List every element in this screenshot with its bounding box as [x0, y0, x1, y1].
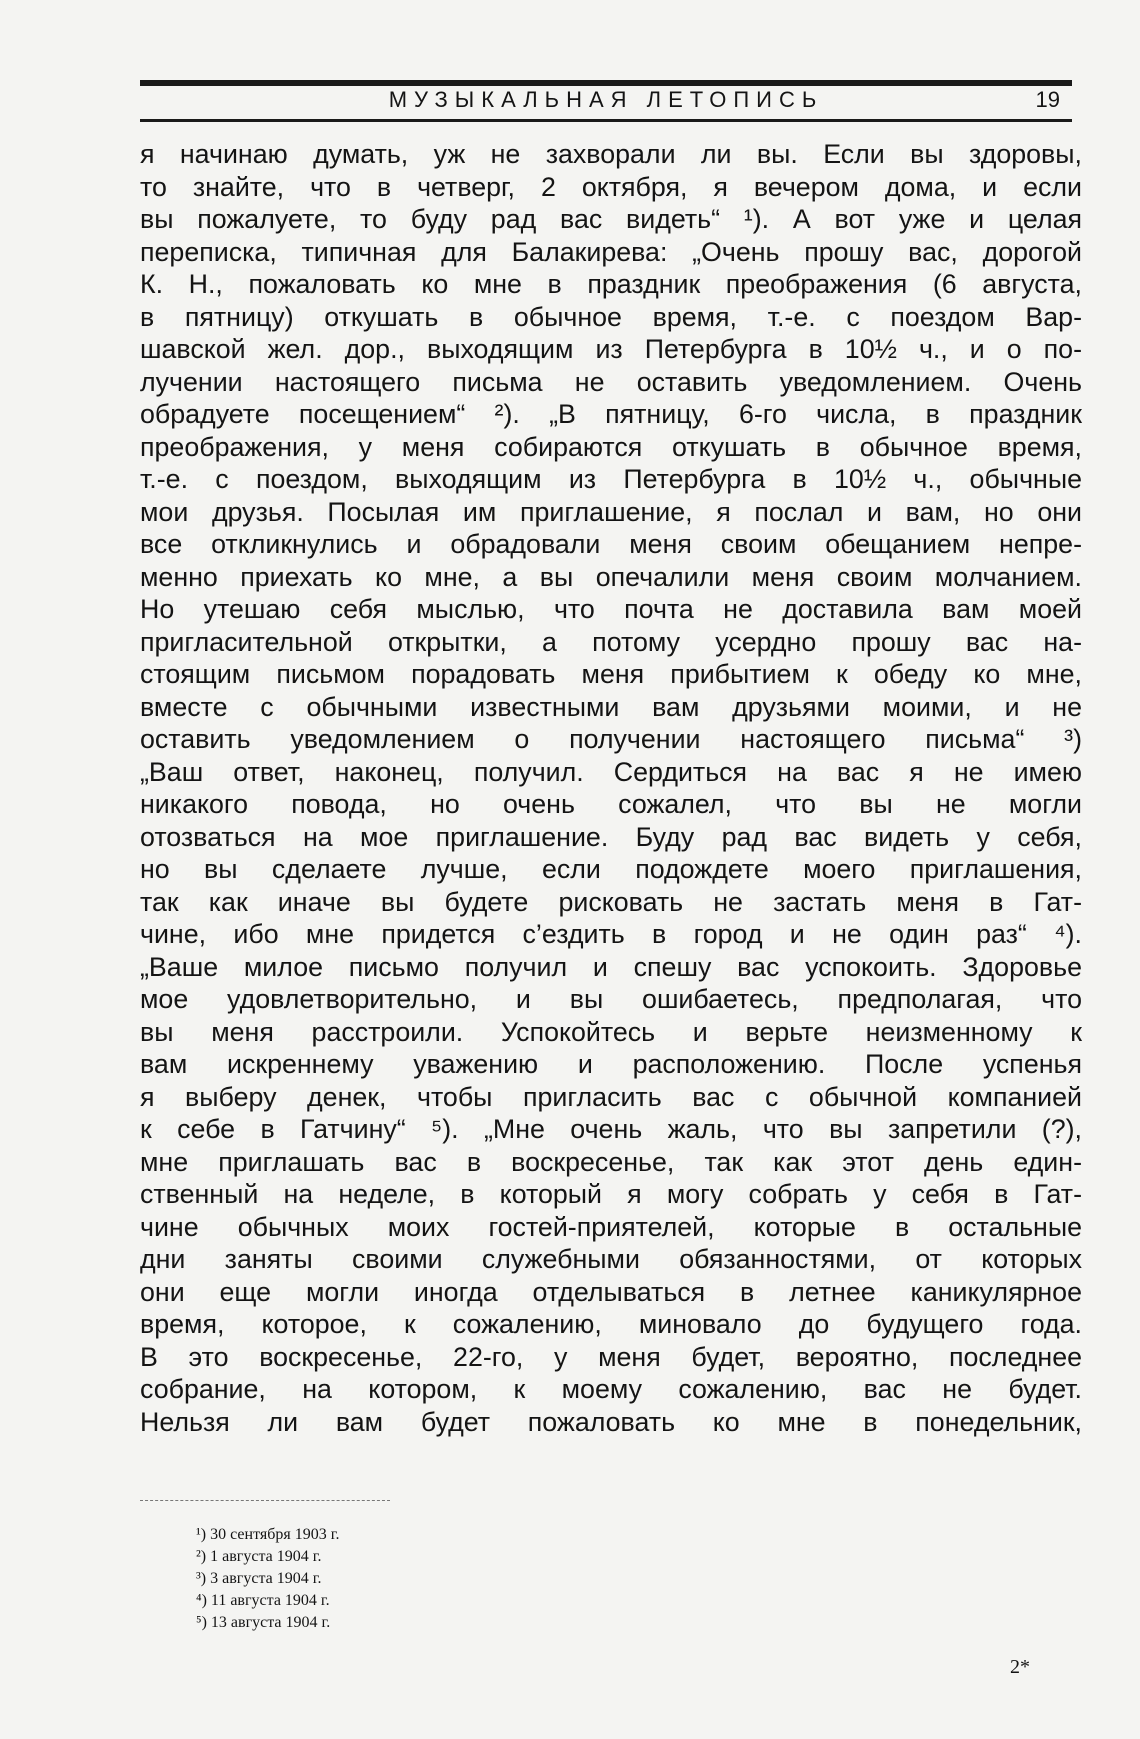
text-line: К. Н., пожаловать ко мне в праздник преображения (6 августа, — [140, 269, 1082, 299]
text-line: оставить уведомлением о получении настоящего письма“ ³) — [140, 724, 1082, 754]
text-line: Нельзя ли вам будет пожаловать ко мне в понедельник, — [140, 1406, 1082, 1437]
footnote: ¹) 30 сентября 1903 г. — [196, 1526, 340, 1543]
text-line: Но утешаю себя мыслью, что почта не доставила вам моей — [140, 594, 1082, 624]
page-number: 19 — [1035, 87, 1060, 112]
text-line: так как иначе вы будете рисковать не застать меня в Гат- — [140, 886, 1082, 917]
text-line: мое удовлетворительно, и вы ошибаетесь, предполагая, что — [140, 984, 1082, 1014]
text-line: собрание, на котором, к моему сожалению, вас не будет. — [140, 1374, 1082, 1404]
signature-mark: 2* — [1010, 1656, 1030, 1678]
running-title: МУЗЫКАЛЬНАЯ ЛЕТОПИСЬ — [388, 87, 824, 112]
footnote: ²) 1 августа 1904 г. — [196, 1548, 322, 1565]
text-line: в пятницу) откушать в обычное время, т.-е. с поездом Вар- — [140, 301, 1082, 332]
text-line: чине, ибо мне придется с’ездить в город и не один раз“ ⁴). — [140, 919, 1082, 949]
text-line: к себе в Гатчину“ ⁵). „Мне очень жаль, что вы запретили (?), — [140, 1114, 1082, 1144]
text-line: мне приглашать вас в воскресенье, так как этот день един- — [140, 1146, 1082, 1177]
text-line: отозваться на мое приглашение. Буду рад вас видеть у себя, — [140, 821, 1082, 852]
text-line: шавской жел. дор., выходящим из Петербурга в 10½ ч., и о по- — [140, 334, 1082, 364]
text-line: все откликнулись и обрадовали меня своим обещанием непре- — [140, 529, 1082, 559]
text-line: чине обычных моих гостей-приятелей, которые в остальные — [140, 1211, 1082, 1242]
text-line: т.-е. с поездом, выходящим из Петербурга в 10½ ч., обычные — [140, 464, 1082, 494]
text-line: „Ваш ответ, наконец, получил. Сердиться на вас я не имею — [140, 756, 1082, 787]
footnote: ³) 3 августа 1904 г. — [196, 1570, 322, 1587]
text-line: обрадуете посещением“ ²). „В пятницу, 6-го числа, в праздник — [140, 399, 1082, 429]
text-line: никакого повода, но очень сожалел, что вы не могли — [140, 789, 1082, 819]
body-text — [140, 138, 1082, 1438]
text-line: переписка, типичная для Балакирева: „Очень прошу вас, дорогой — [140, 236, 1082, 267]
text-line: вы меня расстроили. Успокойтесь и верьте неизменному к — [140, 1016, 1082, 1047]
header-rule — [140, 119, 1072, 122]
footnote: ⁴) 11 августа 1904 г. — [196, 1592, 330, 1609]
text-line: преображения, у меня собираются откушать в обычное время, — [140, 431, 1082, 462]
footnote-separator — [140, 1500, 390, 1501]
text-line: стоящим письмом порадовать меня прибытием к обеду ко мне, — [140, 659, 1082, 689]
text-line: время, которое, к сожалению, миновало до будущего года. — [140, 1309, 1082, 1339]
footnotes — [196, 1524, 339, 1634]
text-line: они еще могли иногда отделываться в летнее каникулярное — [140, 1276, 1082, 1307]
text-line: то знайте, что в четверг, 2 октября, я вечером дома, и если — [140, 171, 1082, 202]
text-line: мои друзья. Посылая им приглашение, я послал и вам, но они — [140, 496, 1082, 527]
text-line: ственный на неделе, в который я могу собрать у себя в Гат- — [140, 1179, 1082, 1209]
text-line: я начинаю думать, уж не захворали ли вы. Если вы здоровы, — [140, 139, 1082, 169]
top-rule — [140, 80, 1072, 86]
text-line: менно приехать ко мне, а вы опечалили меня своим молчанием. — [140, 561, 1082, 592]
text-line: В это воскресенье, 22-го, у меня будет, вероятно, последнее — [140, 1341, 1082, 1372]
text-line: я выберу денек, чтобы пригласить вас с обычной компанией — [140, 1081, 1082, 1112]
text-line: пригласительной открытки, а потому усердно прошу вас на- — [140, 626, 1082, 657]
text-line: вам искреннему уважению и расположению. После успенья — [140, 1049, 1082, 1079]
text-line: дни заняты своими служебными обязанностями, от которых — [140, 1244, 1082, 1274]
footnote: ⁵) 13 августа 1904 г. — [196, 1614, 331, 1631]
text-line: „Ваше милое письмо получил и спешу вас успокоить. Здоровье — [140, 951, 1082, 982]
text-line: но вы сделаете лучше, если подождете моего приглашения, — [140, 854, 1082, 884]
text-line: лучении настоящего письма не оставить уведомлением. Очень — [140, 366, 1082, 397]
text-line: вы пожалуете, то буду рад вас видеть“ ¹). А вот уже и целая — [140, 204, 1082, 234]
running-header — [140, 87, 1072, 119]
text-line: вместе с обычными известными вам друзьями моими, и не — [140, 691, 1082, 722]
